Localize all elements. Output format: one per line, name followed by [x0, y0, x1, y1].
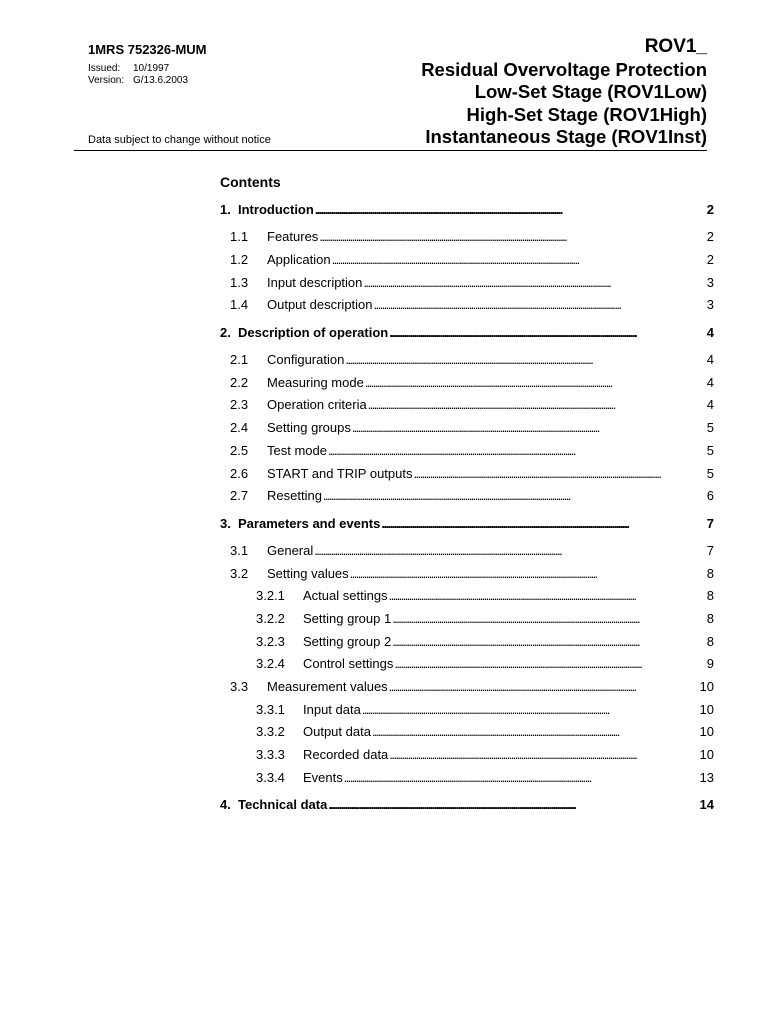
toc-entry[interactable] [220, 420, 714, 436]
toc-dot-leader [392, 611, 705, 627]
toc-dot-leader [394, 656, 705, 672]
toc-entry-number: 3.2.3 [256, 633, 285, 649]
toc-entry-title: Measuring mode [267, 374, 364, 390]
toc-entry[interactable] [220, 611, 714, 627]
toc-entry-number: 3.3.3 [256, 747, 285, 763]
toc-entry[interactable] [220, 325, 714, 341]
toc-entry-title: Actual settings [303, 588, 388, 604]
toc-entry-title: Technical data [238, 797, 328, 813]
toc-dot-leader [389, 588, 705, 604]
toc-entry-number: 3.2.1 [256, 588, 285, 604]
toc-entry-page: 4 [706, 324, 714, 340]
toc-entry-number: 3.2.2 [256, 610, 285, 626]
toc-entry-page: 10 [699, 701, 714, 717]
toc-entry-number: 2.7 [230, 488, 249, 504]
toc-entry[interactable] [220, 229, 714, 245]
toc-entry-number: 3.2.4 [256, 656, 285, 672]
toc-entry-page: 4 [706, 374, 714, 390]
toc-dot-leader [328, 797, 698, 813]
toc-entry-title: Description of operation [238, 324, 389, 340]
toc-entry-page: 2 [706, 252, 714, 267]
toc-dot-leader [332, 252, 705, 268]
toc-dot-leader [389, 325, 705, 341]
toc-entry-number: 1.1 [230, 229, 249, 245]
toc-entry-number: 1. [220, 202, 231, 217]
toc-entry-number: 1.3 [230, 274, 249, 290]
toc-entry-number: 3.1 [230, 542, 249, 558]
toc-entry-title: Measurement values [267, 679, 388, 694]
toc-entry-title: Output data [303, 724, 371, 740]
toc-entry-title: Input data [303, 701, 361, 717]
toc-entry[interactable] [220, 443, 714, 459]
toc-entry-number: 2. [220, 324, 231, 340]
toc-entry-title: Application [267, 252, 331, 267]
toc-entry-title: Test mode [267, 442, 327, 458]
toc-entry-number: 3.3.1 [256, 701, 285, 717]
toc-entry-title: Events [303, 769, 343, 785]
toc-entry[interactable] [220, 588, 714, 604]
toc-entry[interactable] [220, 466, 714, 482]
contents-heading: Contents [220, 174, 281, 190]
toc-dot-leader [345, 352, 705, 368]
toc-entry-title: Output description [267, 297, 373, 313]
toc-dot-leader [372, 724, 699, 740]
toc-dot-leader [350, 566, 705, 582]
toc-dot-leader [392, 634, 705, 650]
toc-entry[interactable] [220, 679, 714, 695]
toc-entry-page: 5 [706, 442, 714, 458]
toc-entry[interactable] [220, 202, 714, 218]
toc-entry-number: 4. [220, 797, 231, 813]
toc-entry-page: 2 [706, 202, 714, 217]
toc-entry-title: Features [267, 229, 319, 245]
toc-entry[interactable] [220, 488, 714, 504]
toc-entry-number: 3. [220, 515, 231, 531]
toc-entry-page: 8 [706, 565, 714, 581]
toc-entry-number: 2.1 [230, 352, 249, 367]
toc-entry[interactable] [220, 747, 714, 763]
toc-entry-page: 8 [706, 588, 714, 604]
document-id: 1MRS 752326-MUM [88, 42, 207, 57]
toc-entry-title: Operation criteria [267, 397, 367, 413]
toc-dot-leader [374, 297, 705, 313]
toc-entry-title: Setting group 1 [303, 610, 392, 626]
toc-entry[interactable] [220, 724, 714, 740]
toc-entry-title: Input description [267, 274, 363, 290]
toc-entry-page: 4 [706, 397, 714, 413]
toc-dot-leader [362, 702, 699, 718]
toc-entry-title: Setting group 2 [303, 633, 392, 649]
toc-entry-number: 3.3 [230, 679, 249, 694]
toc-entry-title: Parameters and events [238, 515, 381, 531]
toc-entry-number: 2.2 [230, 374, 249, 390]
toc-entry[interactable] [220, 397, 714, 413]
toc-entry[interactable] [220, 375, 714, 391]
toc-entry[interactable] [220, 770, 714, 786]
title-line-code: ROV1_ [644, 36, 707, 57]
toc-entry[interactable] [220, 634, 714, 650]
toc-entry[interactable] [220, 252, 714, 268]
toc-entry-page: 3 [706, 297, 714, 313]
toc-entry-title: General [267, 542, 314, 558]
toc-dot-leader [314, 543, 705, 559]
toc-entry-title: Configuration [267, 352, 345, 367]
change-notice: Data subject to change without notice [88, 134, 271, 146]
toc-entry[interactable] [220, 566, 714, 582]
toc-entry-page: 9 [706, 656, 714, 672]
toc-entry-page: 2 [706, 229, 714, 245]
version-label: Version: [88, 75, 125, 86]
toc-dot-leader [363, 275, 705, 291]
toc-entry-number: 3.2 [230, 565, 249, 581]
toc-entry-page: 8 [706, 610, 714, 626]
version-line [88, 75, 207, 87]
toc-entry-title: START and TRIP outputs [267, 465, 413, 481]
toc-entry-number: 3.3.4 [256, 769, 285, 785]
toc-entry-number: 2.6 [230, 465, 249, 481]
toc-entry-page: 3 [706, 274, 714, 290]
toc-entry-number: 2.3 [230, 397, 249, 413]
title-line-2: Low-Set Stage (ROV1Low) [474, 81, 707, 102]
toc-dot-leader [368, 397, 705, 413]
toc-entry-title: Setting groups [267, 420, 351, 436]
issue-info [88, 63, 207, 87]
toc-dot-leader [323, 488, 705, 504]
toc-entry-title: Resetting [267, 488, 322, 504]
title-line-4: Instantaneous Stage (ROV1Inst) [425, 126, 707, 147]
toc-dot-leader [389, 679, 699, 695]
toc-entry[interactable] [220, 275, 714, 291]
title-line-3: High-Set Stage (ROV1High) [466, 103, 707, 125]
toc-entry-number: 1.4 [230, 297, 249, 313]
toc-entry-page: 14 [699, 797, 714, 813]
version-value: G/13.6.2003 [133, 75, 189, 86]
toc-dot-leader [352, 420, 705, 436]
title-line-1: Residual Overvoltage Protection [421, 58, 707, 80]
toc-entry-page: 10 [699, 747, 714, 763]
toc-entry-title: Setting values [267, 565, 349, 581]
toc-entry-title: Control settings [303, 656, 394, 672]
toc-entry[interactable] [220, 516, 714, 532]
toc-entry-number: 2.4 [230, 420, 249, 436]
toc-entry[interactable] [220, 352, 714, 368]
header-divider [74, 150, 707, 151]
toc-entry-page: 4 [706, 352, 714, 367]
toc-dot-leader [315, 202, 705, 218]
toc-dot-leader [319, 229, 705, 245]
toc-entry-page: 10 [699, 679, 714, 694]
issued-label: Issued: [88, 63, 121, 74]
toc-entry-title: Recorded data [303, 747, 389, 763]
toc-entry-page: 7 [706, 515, 714, 531]
toc-dot-leader [344, 770, 699, 786]
toc-entry-number: 1.2 [230, 252, 249, 267]
toc-entry[interactable] [220, 656, 714, 672]
toc-entry-page: 5 [706, 420, 714, 436]
toc-entry-page: 10 [699, 724, 714, 740]
toc-entry[interactable] [220, 797, 714, 813]
toc-dot-leader [414, 466, 706, 482]
toc-entry-page: 8 [706, 633, 714, 649]
toc-entry-page: 6 [706, 488, 714, 504]
toc-entry-title: Introduction [238, 202, 314, 217]
toc-entry-number: 3.3.2 [256, 724, 285, 740]
toc-entry[interactable] [220, 543, 714, 559]
toc-entry[interactable] [220, 297, 714, 313]
document-info [88, 42, 207, 87]
toc-entry[interactable] [220, 702, 714, 718]
toc-entry-page: 5 [706, 465, 714, 481]
issued-value: 10/1997 [133, 63, 170, 74]
toc-dot-leader [328, 443, 705, 459]
toc-entry-number: 2.5 [230, 442, 249, 458]
toc-entry-page: 13 [699, 769, 714, 785]
toc-dot-leader [365, 375, 705, 391]
toc-dot-leader [381, 516, 705, 532]
toc-dot-leader [389, 747, 698, 763]
document-title [421, 36, 707, 149]
issued-line [88, 63, 207, 75]
toc-entry-page: 7 [706, 542, 714, 558]
